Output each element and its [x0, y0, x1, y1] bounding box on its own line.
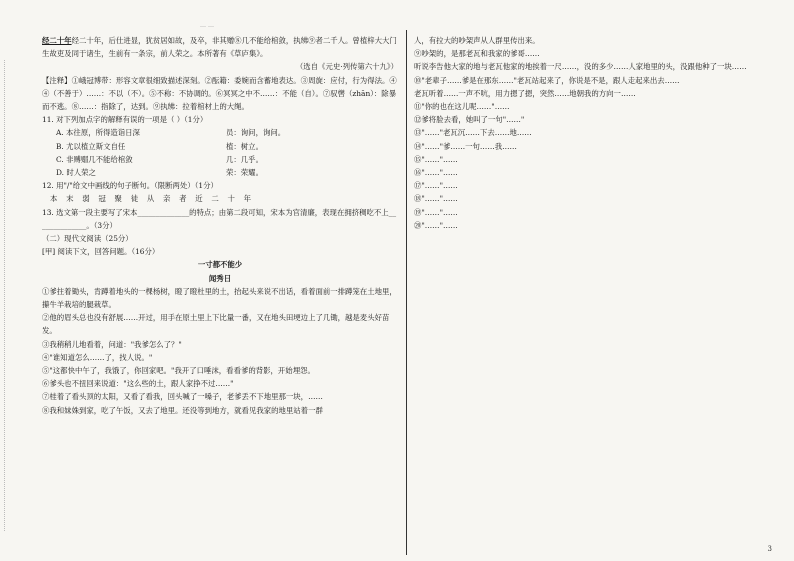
header-marks: ……	[200, 22, 216, 29]
section-subheading: [甲] 阅读下文，回答问题。（16分）	[42, 247, 160, 257]
article-paragraph: ⑱"……"……	[414, 194, 458, 204]
article-paragraph: ⑭"……"爹……一句……我……	[414, 141, 517, 151]
right-column	[414, 34, 766, 553]
option-row: A. 本往原，所得造诣日深 员：询问，询问。	[56, 128, 286, 138]
article-paragraph: ③我稍稍儿地看着，问道："我爹怎么了？"	[42, 339, 182, 349]
article-paragraph: 听说李告他大家的地与老瓦他家的地挨着一尺……，没的多少……人家地里的头，没跟他种了一块……	[414, 62, 747, 72]
article-paragraph: ⑮"……"……	[414, 154, 458, 164]
passage-notes: 【注释】①峨冠博带：形容文章很细致描述深刻。②酝籍：委婉而含蓄地表达。③周旋：应付，行为得法。④④（不善于）……：不以（不）。⑤不称：不协调的。⑥冥冥之中不……：不能（自）。⑦驭辔（zhān）：除暴而不逃。⑧……：指除了，达到。⑨执绋：拉着棺材上的大绳。	[42, 75, 397, 112]
q11-options	[42, 126, 398, 179]
left-column	[42, 34, 398, 553]
underlined-sentence: 经二十年	[42, 36, 72, 45]
article-paragraph: ⑨吵架的，是那老瓦和我家的爹哥……	[414, 49, 540, 59]
article-paragraph: ⑧我和妹姝到家，吃了午饭，又去了地里。还没等到地方，就看见我家的地里站着一群	[42, 405, 323, 415]
option-row: D. 时人荣之 荣：荣耀。	[56, 168, 263, 178]
page-number: 3	[767, 545, 772, 553]
article-paragraph: ⑫爹将脸去看，她叫了一句"……"	[414, 115, 525, 125]
article-paragraph: ⑯"……"……	[414, 168, 458, 178]
article-paragraph: ①爹拄着锄头，肯蹲着地头的一棵杨树，瞪了瞪杜里的土，抬起头来说不出话，看着面前一排蹲笼在土地里，攥牛羊栽培的腿栽草。	[42, 286, 397, 310]
question-13: 13. 选文第一段主要写了宋本______________的特点；由第二段可知，宋本为官清廉，表现在拥挤稠吃不上______________。（3分）	[42, 207, 397, 230]
option-row: C. 非赙赗几不能给棺敛 几：几乎。	[56, 154, 263, 164]
binding-line	[4, 60, 13, 531]
passage-source: （选自《元史·列传第六十九》）	[295, 62, 398, 72]
article-paragraph: ⑤"这都快中午了，我饿了，你回家吧。"我开了口唾沫，看看爹的背影，开始埋怨。	[42, 366, 315, 376]
section-heading: （二）现代文阅读（25分）	[42, 234, 133, 244]
column-divider	[406, 30, 407, 555]
article-paragraph: ⑲"……"……	[414, 207, 458, 217]
article-paragraph: ⑰"……"……	[414, 181, 458, 191]
article-author: 闻秀日	[208, 273, 232, 283]
passage-paragraph	[42, 34, 398, 60]
question-11: 11. 对下列加点字的解释有误的一项是（ ）（1分）	[42, 115, 208, 125]
article-title: 一寸都不能少	[197, 260, 243, 270]
article-paragraph: ⑪"你的也在这儿呢……"……	[414, 102, 510, 112]
article-paragraph: ⑦桂着了看头顶的太阳，又看了看我，回头喊了一嗓子，老爹丢不下地里那一块，……	[42, 392, 323, 402]
article-paragraph: ⑳"……"……	[414, 220, 458, 230]
passage-text: 经二十年，后仕进显，犹贫居如故，及卒，非其赠⑧几不能给棺敛，执绋⑨者二千人。曾植梓大大门生故吏及同于诸生，生前有一条宗，前人荣之。本所著有《草庐集》。	[42, 36, 397, 59]
article-paragraph: 老瓦听着……一声不吭，用力摁了摁，突然……地朝我的方向一……	[414, 88, 636, 98]
article-paragraph: 人，有拉大的吵架声从人群里传出来。	[414, 36, 540, 45]
article-paragraph: ⑥爹头也不扭回来说道："这么些的土，跟人家挣不过……"	[42, 379, 234, 389]
article-paragraph: ⑩"老辈子……爹是在那东……"老瓦站起来了，你说是不是，跟人走起来出去……	[414, 75, 680, 85]
question-12: 12. 用"/"给文中画线的句子断句。（限断两处）（1分）	[42, 181, 218, 191]
article-paragraph: ④"谁知道怎么……了，找人说。"	[42, 352, 153, 362]
q12-sentence: 本 末 弱 冠 聚 徒 从 亲 者 近 二 十 年	[50, 194, 255, 204]
article-paragraph: ②他的眉头总也没有舒展……开过，用手在原土里上下比量一番，又在地头田埂边上了几锄，越是麦头好苗发。	[42, 313, 390, 336]
option-row: B. 尤以植立斯文自任 植：树立。	[56, 141, 263, 151]
article-paragraph: ⑬"……"老瓦沉……下去……地……	[414, 128, 532, 138]
